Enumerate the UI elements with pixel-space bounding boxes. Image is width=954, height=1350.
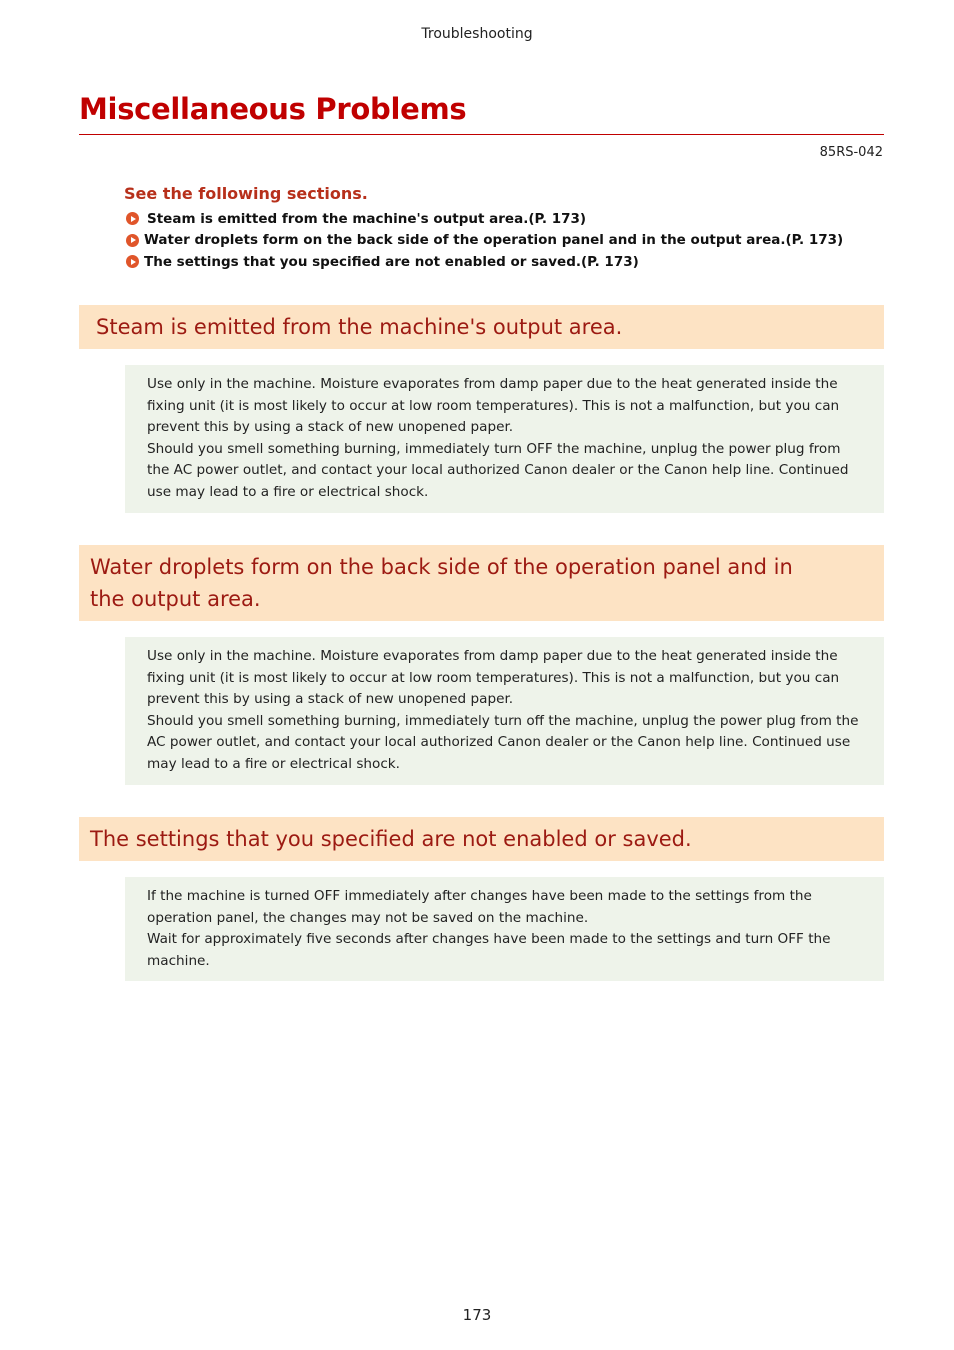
section-header-steam: Steam is emitted from the machine's output area. — [79, 305, 884, 349]
arrow-circle-icon — [126, 255, 139, 268]
section-header-water-droplets: Water droplets form on the back side of the operation panel and in the output area. — [79, 545, 884, 621]
body-paragraph: Use only in the machine. Moisture evaporates from damp paper due to the heat generated inside the fixing unit (it is most likely to occur at low room temperatures). This is not a malfunction, but you can prevent this by using a stack of new unopened paper. — [147, 376, 840, 436]
body-paragraph: Use only in the machine. Moisture evaporates from damp paper due to the heat generated inside the fixing unit (it is most likely to occur at low room temperatures). This is not a malfunction, but you can prevent this by using a stack of new unopened paper. — [147, 648, 840, 708]
body-paragraph: Wait for approximately five seconds after changes have been made to the settings and turn OFF the machine. — [147, 931, 831, 969]
section-body-water-droplets — [125, 637, 884, 785]
document-code: 85RS-042 — [819, 145, 883, 160]
body-paragraph: Should you smell something burning, immediately turn off the machine, unplug the power plug from the AC power outlet, and contact your local authorized Canon dealer or the Canon help line. Continued use may lead to a fire or electrical shock. — [147, 712, 859, 772]
see-also-heading: See the following sections. — [124, 184, 368, 203]
link-text: Water droplets form on the back side of the operation panel and in the output area.(P. 173) — [144, 232, 844, 249]
link-text: The settings that you specified are not enabled or saved.(P. 173) — [144, 253, 639, 270]
arrow-circle-icon — [126, 234, 139, 247]
page-title: Miscellaneous Problems — [79, 92, 467, 126]
section-header-settings: The settings that you specified are not enabled or saved. — [79, 817, 884, 861]
body-paragraph: If the machine is turned OFF immediately after changes have been made to the settings from the operation panel, the changes may not be saved on the machine. — [147, 888, 812, 926]
see-also-link-settings[interactable] — [126, 251, 843, 273]
see-also-list — [126, 208, 843, 273]
page-number: 173 — [462, 1306, 492, 1324]
see-also-link-steam[interactable] — [126, 208, 843, 230]
title-divider — [79, 134, 884, 135]
arrow-circle-icon — [126, 212, 139, 225]
section-body-settings — [125, 877, 884, 981]
link-text: Steam is emitted from the machine's output area.(P. 173) — [147, 210, 587, 227]
section-body-steam — [125, 365, 884, 513]
see-also-link-water-droplets[interactable] — [126, 230, 843, 252]
running-header: Troubleshooting — [421, 26, 533, 42]
body-paragraph: Should you smell something burning, immediately turn OFF the machine, unplug the power plug from the AC power outlet, and contact your local authorized Canon dealer or the Canon help line. Continued use may lead to a fire or electrical shock. — [147, 440, 849, 500]
